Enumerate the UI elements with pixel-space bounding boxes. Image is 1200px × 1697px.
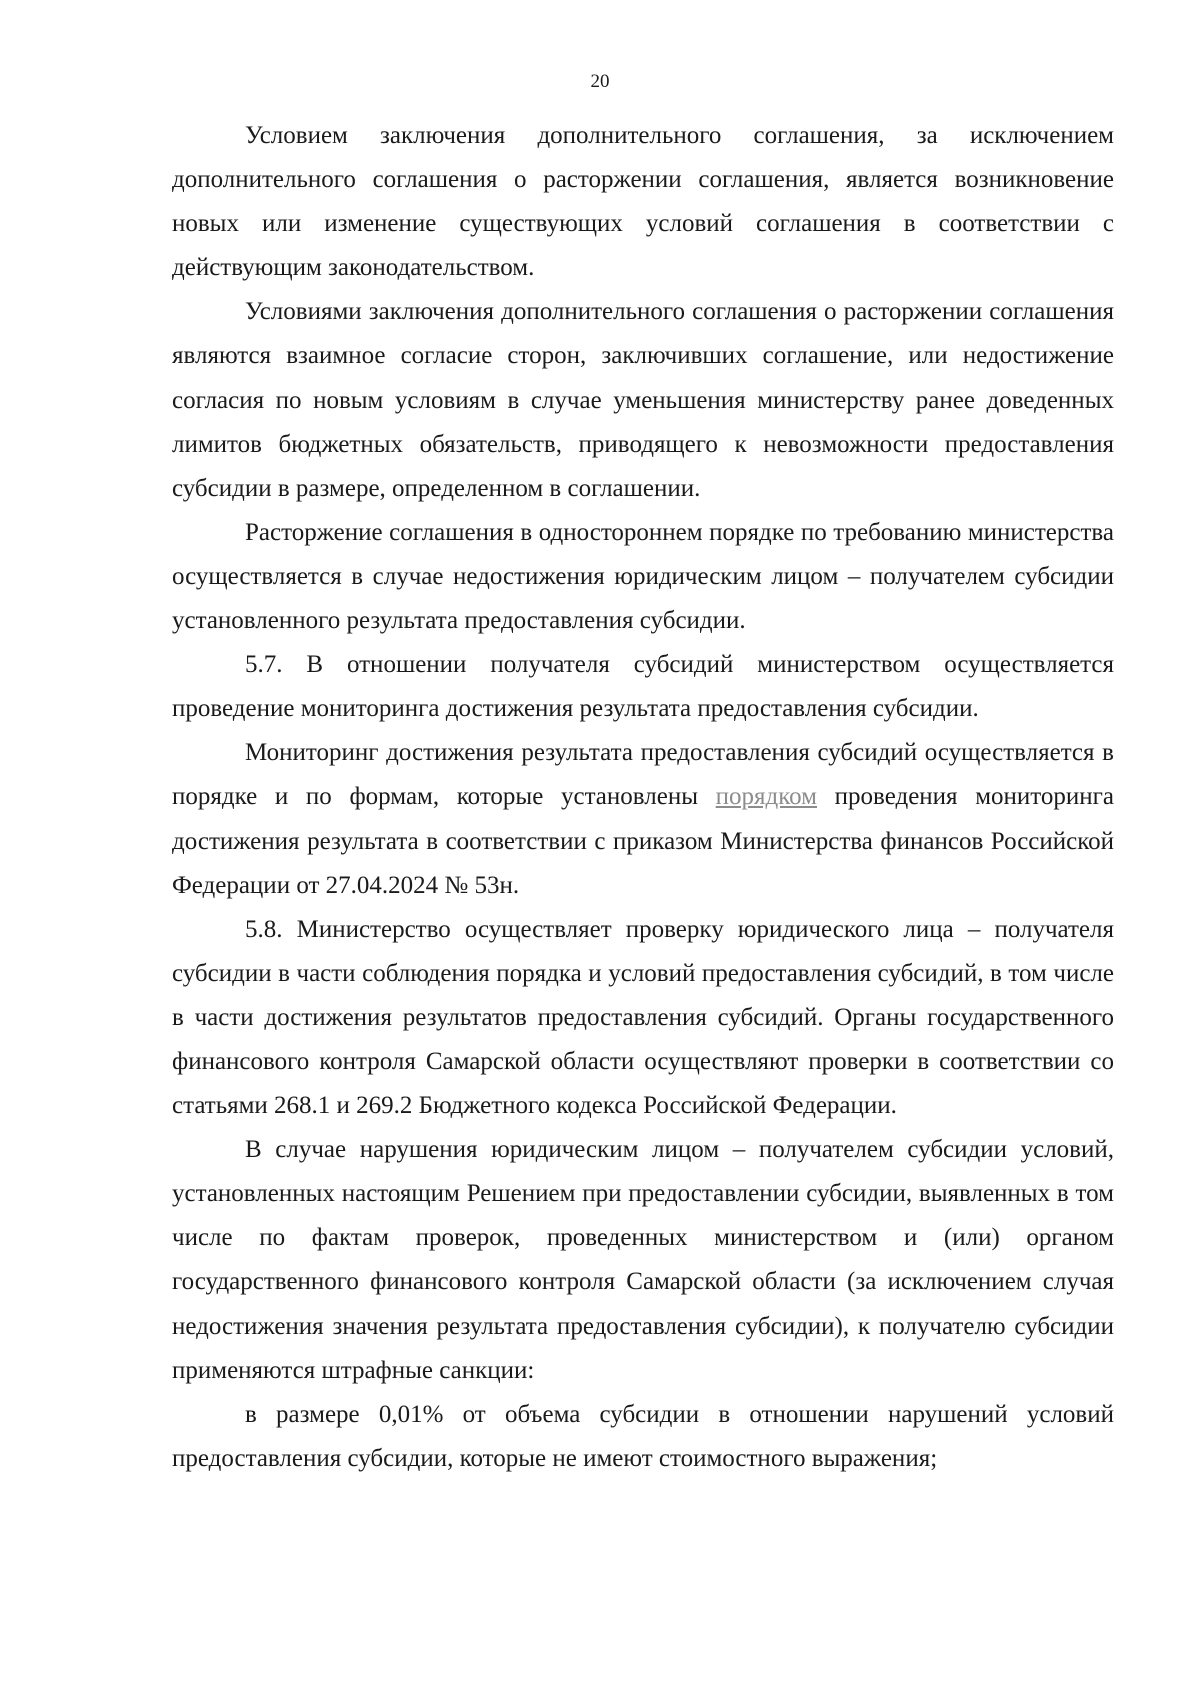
paragraph-unilateral-termination: Расторжение соглашения в одностороннем порядке по требованию министерства осуществляется в случае недостижения юридическим лицом – получателем субсидии установленного результата предоставления субсидии. (172, 518, 1114, 635)
paragraph-5-8-inspection: 5.8. Министерство осуществляет проверку юридического лица – получателя субсидии в части соблюдения порядка и условий предоставления субсидий, в том числе в части достижения результатов предоставления субсидий. Органы государственного финансового контроля Самарской области осуществляют проверки в соответствии со статьями 268.1 и 269.2 Бюджетного кодекса Российской Федерации. (172, 915, 1114, 1120)
paragraph-termination-conditions: Условиями заключения дополнительного соглашения о расторжении соглашения являются взаимное согласие сторон, заключивших соглашение, или недостижение согласия по новым условиям в случае уменьшения министерству ранее доведенных лимитов бюджетных обязательств, приводящего к невозможности предоставления субсидии в размере, определенном в соглашении. (172, 298, 1114, 502)
page-number: 20 (590, 71, 610, 92)
paragraph-penalty-rate: в размере 0,01% от объема субсидии в отношении нарушений условий предоставления субсидии, которые не имеют стоимостного выражения; (172, 1400, 1114, 1472)
monitoring-text-before-link: Мониторинг достижения результата предоставления субсидий осуществляется в порядке и по формам, которые установлены (172, 739, 1114, 811)
paragraph-5-7-monitoring: 5.7. В отношении получателя субсидий министерством осуществляется проведение мониторинга достижения результата предоставления субсидии. (172, 651, 1114, 723)
paragraph-violation-penalties: В случае нарушения юридическим лицом – получателем субсидии условий, установленных настоящим Решением при предоставлении субсидии, выявленных в том числе по фактам проверок, проведенных министерством и (или) органом государственного финансового контроля Самарской области (за исключением случая недостижения значения результата предоставления субсидии), к получателю субсидии применяются штрафные санкции: (172, 1136, 1114, 1384)
document-body (172, 114, 1114, 1481)
paragraph-additional-agreement-condition: Условием заключения дополнительного соглашения, за исключением дополнительного соглашения о расторжении соглашения, является возникновение новых или изменение существующих условий соглашения в соответствии с действующим законодательством. (172, 122, 1114, 282)
monitoring-procedure-link[interactable]: порядком (715, 783, 817, 811)
monitoring-text-after-link: проведения мониторинга достижения результата в соответствии с приказом Министерства финансов Российской Федерации от 27.04.2024 № 53н. (172, 783, 1114, 899)
paragraph-monitoring-procedure (172, 731, 1114, 907)
